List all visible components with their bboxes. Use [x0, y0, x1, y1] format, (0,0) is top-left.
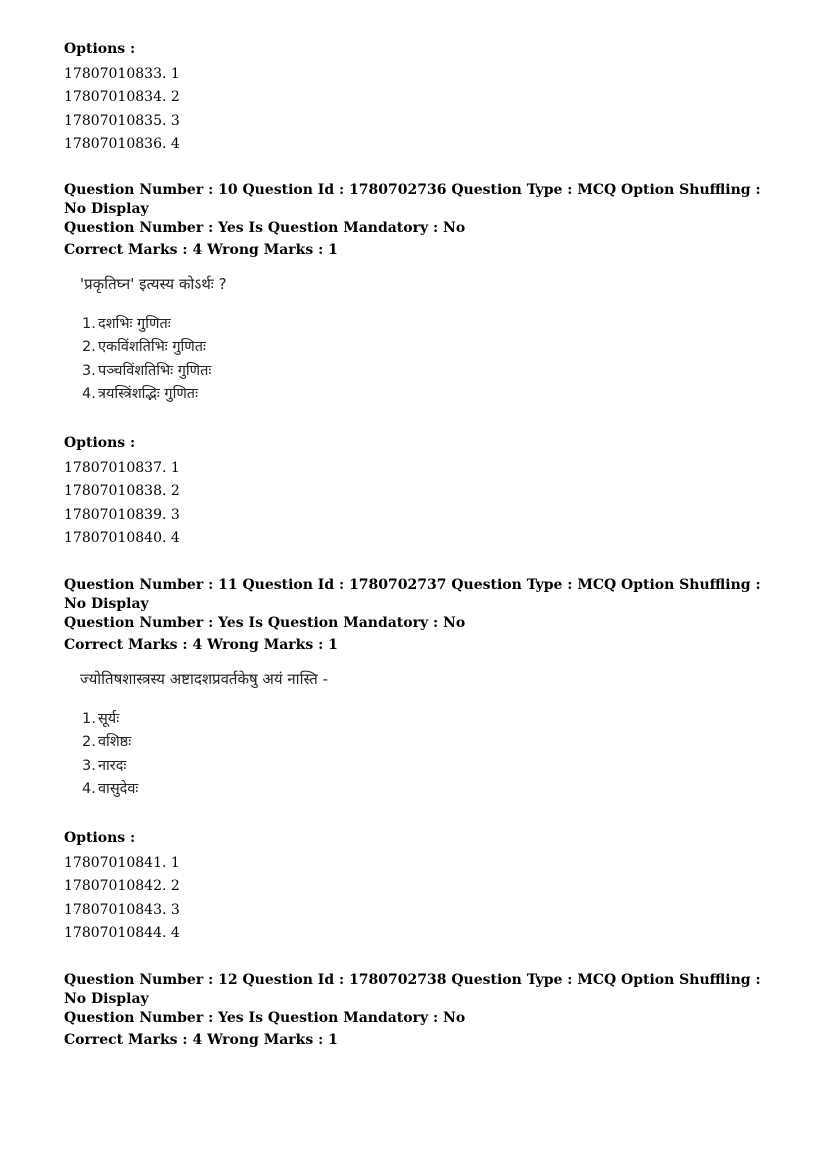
- choice-item: 2. एकविंशतिभिः गुणितः: [82, 339, 206, 356]
- choice-item: 1. सूर्यः: [82, 711, 120, 727]
- question-meta-q10: [64, 181, 764, 260]
- question-text-q10: 'प्रकृतिघ्न' इत्यस्य कोऽर्थः ?: [80, 275, 227, 293]
- option-line: 17807010833. 1: [64, 66, 180, 82]
- option-line: 17807010836. 4: [64, 136, 180, 153]
- answer-choices-q11: [82, 708, 138, 802]
- options-block-q11: [64, 829, 764, 946]
- answer-choices-q10: [82, 313, 211, 407]
- question-meta-line: Question Number : Yes Is Question Mandatory : No: [64, 1010, 466, 1026]
- options-label: Options :: [64, 41, 136, 57]
- option-line: 17807010838. 2: [64, 483, 180, 500]
- choice-item: 4. त्रयस्त्रिंशद्भिः गुणितः: [82, 386, 199, 403]
- options-block-q10: [64, 434, 764, 551]
- choice-item: 2. वशिष्ठः: [82, 734, 132, 751]
- options-block-q9: [64, 40, 764, 157]
- option-line: 17807010842. 2: [64, 878, 180, 895]
- question-meta-line: Question Number : Yes Is Question Mandatory : No: [64, 220, 466, 236]
- option-line: 17807010841. 1: [64, 855, 180, 871]
- option-line: 17807010840. 4: [64, 530, 180, 547]
- choice-item: 1. दशभिः गुणितः: [82, 316, 171, 332]
- choice-item: 3. नारदः: [82, 757, 127, 774]
- question-meta-q11: [64, 576, 764, 655]
- question-text-q11: ज्योतिषशास्त्रस्य अष्टादशप्रवर्तकेषु अयं नास्ति -: [80, 670, 329, 688]
- options-label: Options :: [64, 830, 136, 846]
- option-line: 17807010834. 2: [64, 89, 180, 106]
- question-meta-q12: [64, 971, 764, 1050]
- options-label: Options :: [64, 435, 136, 451]
- question-meta-line: Question Number : 10 Question Id : 1780702736 Question Type : MCQ Option Shuffling : No Display: [64, 182, 761, 217]
- option-line: 17807010844. 4: [64, 925, 180, 942]
- question-meta-line: Question Number : 11 Question Id : 1780702737 Question Type : MCQ Option Shuffling : No Display: [64, 577, 761, 612]
- question-meta-line: Question Number : 12 Question Id : 1780702738 Question Type : MCQ Option Shuffling : No Display: [64, 972, 761, 1007]
- choice-item: 4. वासुदेवः: [82, 781, 139, 798]
- marks-line: Correct Marks : 4 Wrong Marks : 1: [64, 637, 338, 653]
- option-line: 17807010839. 3: [64, 506, 180, 523]
- option-line: 17807010843. 3: [64, 901, 180, 918]
- option-line: 17807010835. 3: [64, 112, 180, 129]
- marks-line: Correct Marks : 4 Wrong Marks : 1: [64, 1032, 338, 1048]
- choice-item: 3. पञ्चविंशतिभिः गुणितः: [82, 362, 212, 379]
- question-meta-line: Question Number : Yes Is Question Mandatory : No: [64, 615, 466, 631]
- marks-line: Correct Marks : 4 Wrong Marks : 1: [64, 242, 338, 258]
- option-line: 17807010837. 1: [64, 460, 180, 476]
